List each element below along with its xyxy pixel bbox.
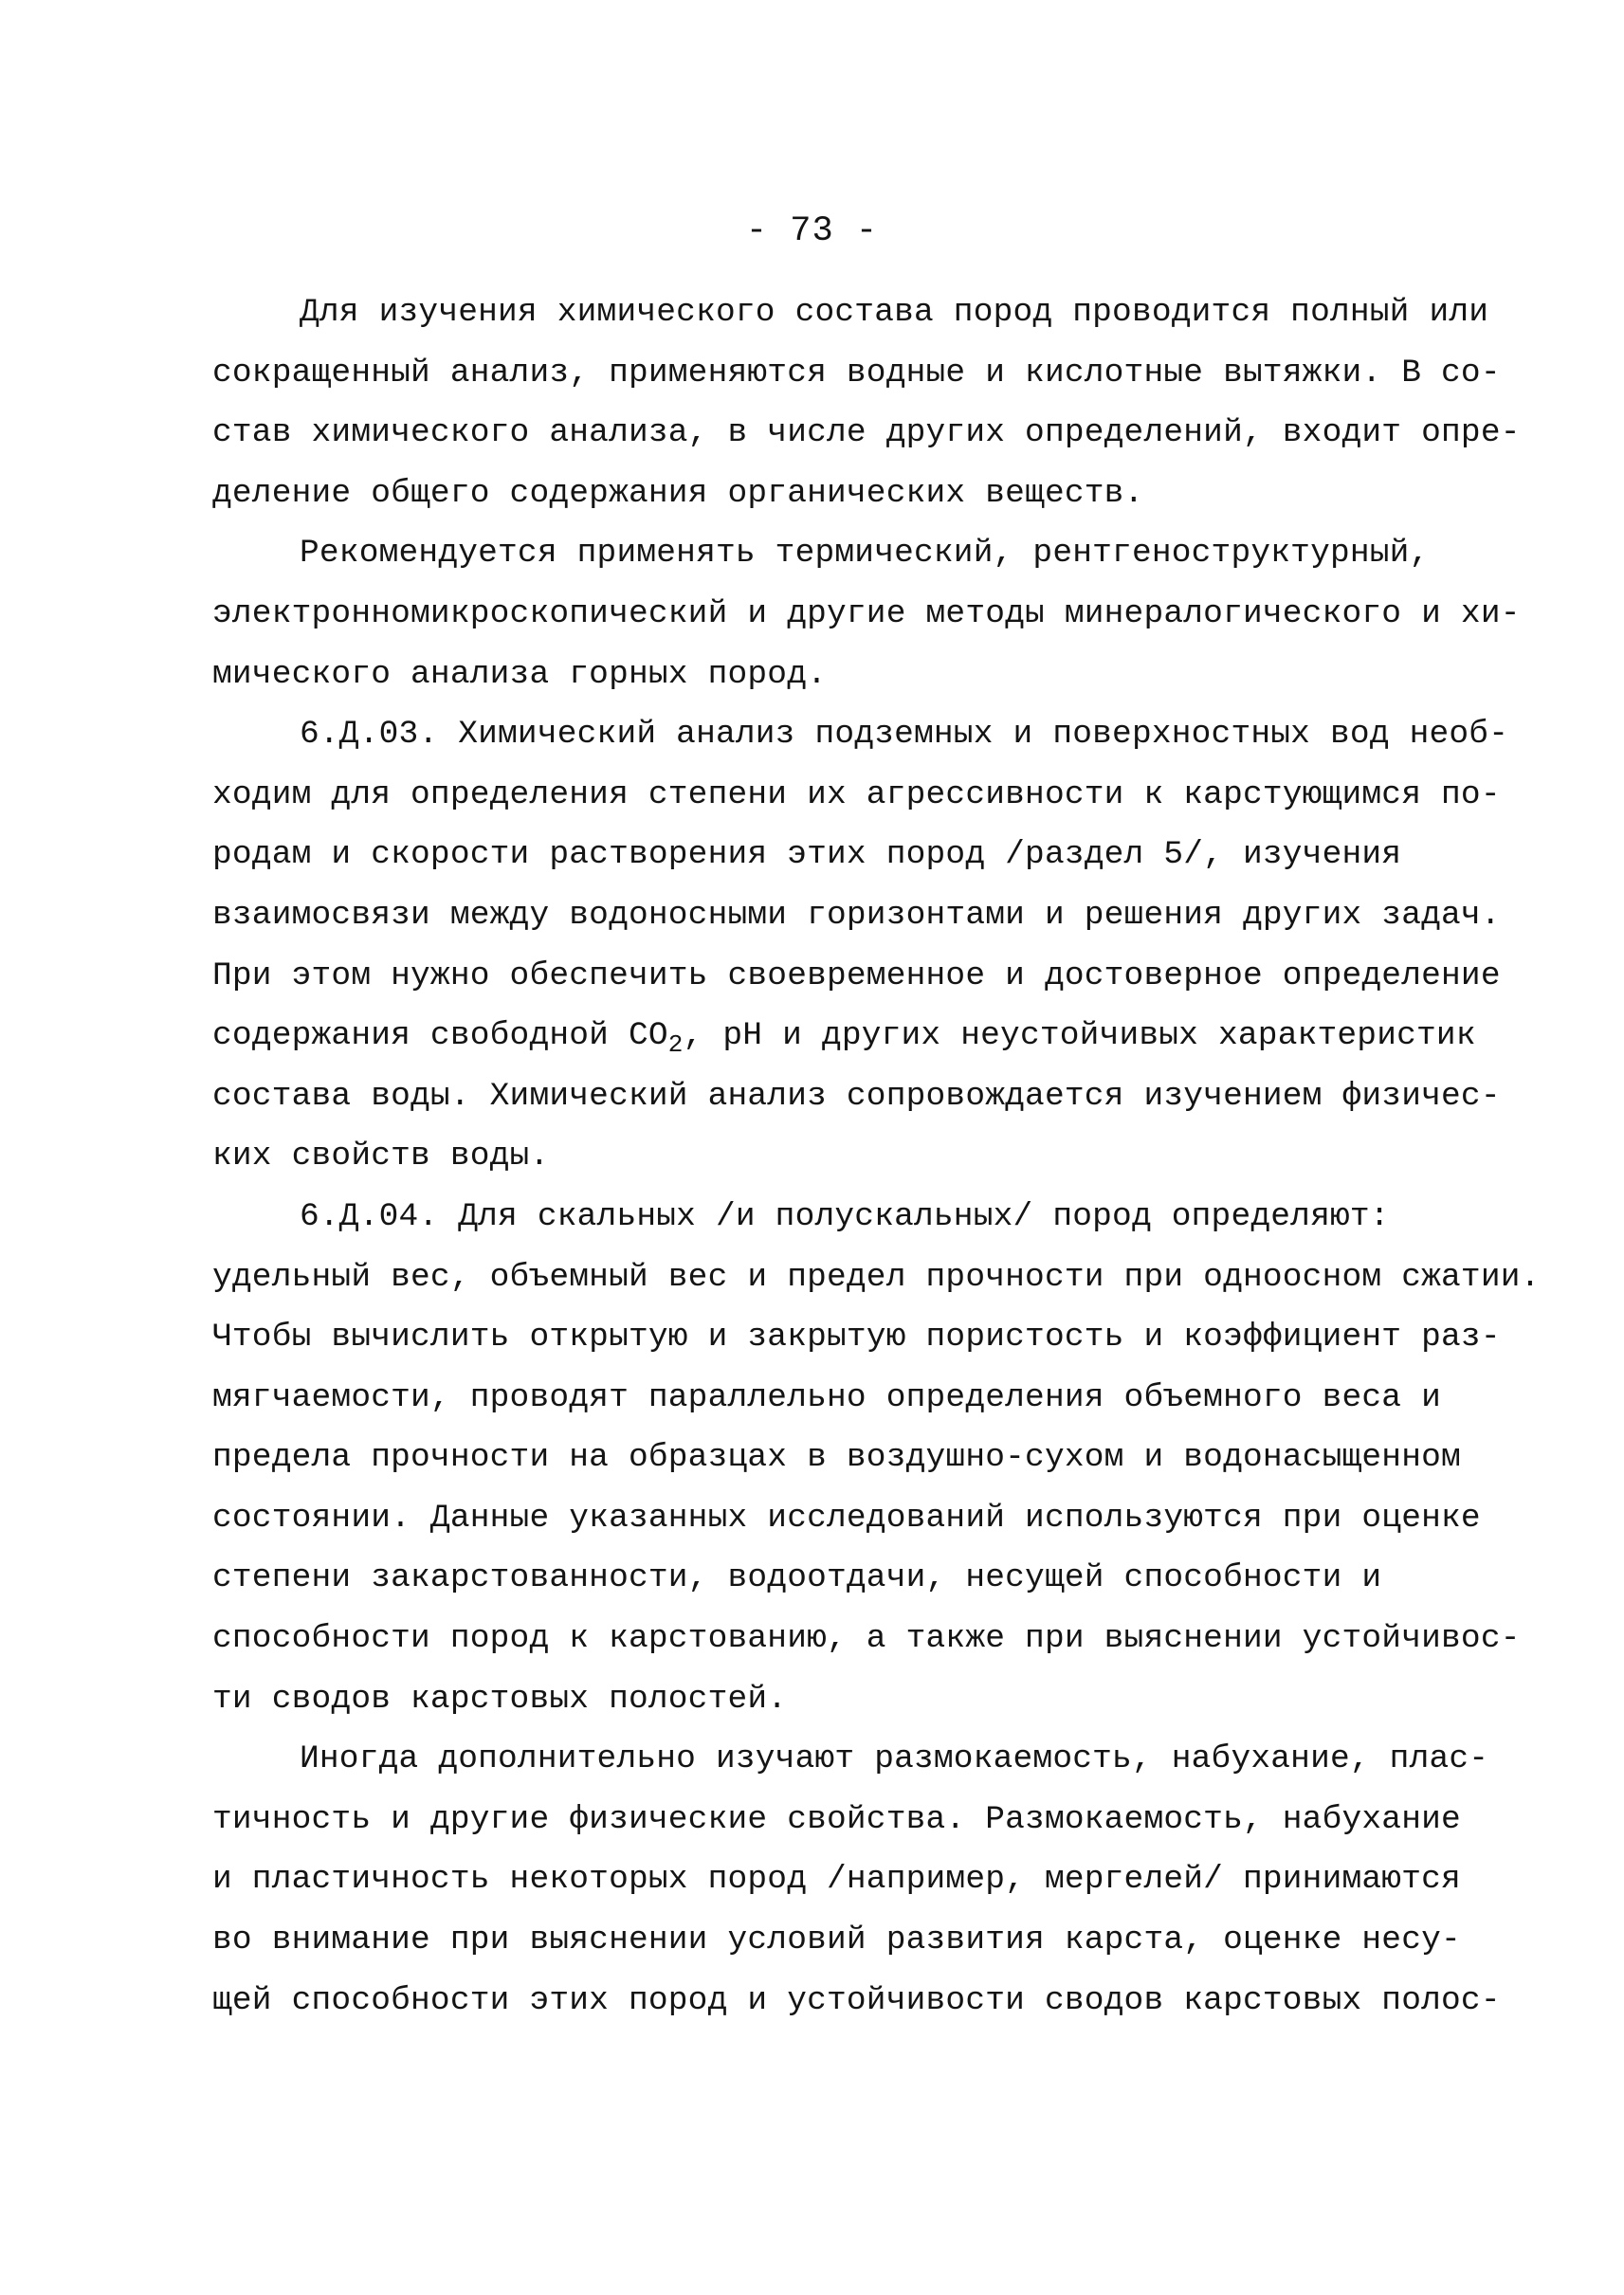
paragraph-4-line-8: способности пород к карстованию, а также при выяснении устойчивос- xyxy=(212,1620,1521,1658)
paragraph-4-line-7: степени закарстованности, водоотдачи, несущей способности и xyxy=(212,1559,1382,1597)
paragraph-4-line-5: предела прочности на образцах в воздушно-сухом и водонасыщенном xyxy=(212,1439,1461,1477)
paragraph-1-line-3: став химического анализа, в числе других определений, входит опре- xyxy=(212,414,1521,452)
paragraph-1-line-4: деление общего содержания органических веществ. xyxy=(212,474,1144,512)
paragraph-3-line-2: ходим для определения степени их агрессивности к карстующимся по- xyxy=(212,775,1501,813)
paragraph-1-line-2: сокращенный анализ, применяются водные и кислотные вытяжки. В со- xyxy=(212,354,1501,392)
body-text xyxy=(212,282,1541,2031)
paragraph-1-line-1: Для изучения химического состава пород проводится полный или xyxy=(300,294,1489,331)
paragraph-4-line-9: ти сводов карстовых полостей. xyxy=(212,1680,788,1718)
co2-line-after: , pH и других неустойчивых характеристик xyxy=(683,1017,1476,1055)
paragraph-3-line-4: взаимосвязи между водоносными горизонтами и решения других задач. xyxy=(212,896,1501,934)
co2-line-before: содержания свободной CO xyxy=(212,1017,668,1055)
paragraph-3-line-1: 6.Д.03. Химический анализ подземных и поверхностных вод необ- xyxy=(300,716,1509,754)
paragraph-5-line-3: и пластичность некоторых пород /например, мергелей/ принимаются xyxy=(212,1861,1461,1899)
paragraph-3-line-8: ких свойств воды. xyxy=(212,1138,550,1175)
paragraph-3-line-5: При этом нужно обеспечить своевременное и достоверное определение xyxy=(212,956,1501,994)
paragraph-3-line-3: родам и скорости растворения этих пород /раздел 5/, изучения xyxy=(212,836,1402,874)
paragraph-5-line-5: щей способности этих пород и устойчивости сводов карстовых полос- xyxy=(212,1981,1501,2019)
paragraph-4-line-2: удельный вес, объемный вес и предел прочности при одноосном сжатии. xyxy=(212,1258,1541,1296)
page-number: - 73 - xyxy=(745,211,879,251)
paragraph-5-line-4: во внимание при выяснении условий развития карста, оценке несу- xyxy=(212,1922,1461,1959)
paragraph-3-line-7: состава воды. Химический анализ сопровождается изучением физичес- xyxy=(212,1077,1501,1115)
paragraph-4-line-4: мягчаемости, проводят параллельно определения объемного веса и xyxy=(212,1378,1442,1416)
paragraph-4-line-3: Чтобы вычислить открытую и закрытую пористость и коэффициент раз- xyxy=(212,1319,1501,1357)
paragraph-2-line-3: мического анализа горных пород. xyxy=(212,655,828,693)
paragraph-5-line-2: тичность и другие физические свойства. Размокаемость, набухание xyxy=(212,1800,1461,1838)
paragraph-3-line-6 xyxy=(212,1006,1476,1066)
paragraph-5-line-1: Иногда дополнительно изучают размокаемость, набухание, плас- xyxy=(300,1740,1489,1778)
paragraph-4-line-6: состоянии. Данные указанных исследований используются при оценке xyxy=(212,1499,1481,1537)
paragraph-4-line-1: 6.Д.04. Для скальных /и полускальных/ пород определяют: xyxy=(300,1197,1390,1235)
paragraph-2-line-2: электронномикроскопический и другие методы минералогического и хи- xyxy=(212,594,1521,632)
paragraph-2-line-1: Рекомендуется применять термический, рентгеноструктурный, xyxy=(300,535,1430,573)
co2-subscript: 2 xyxy=(667,1030,684,1060)
